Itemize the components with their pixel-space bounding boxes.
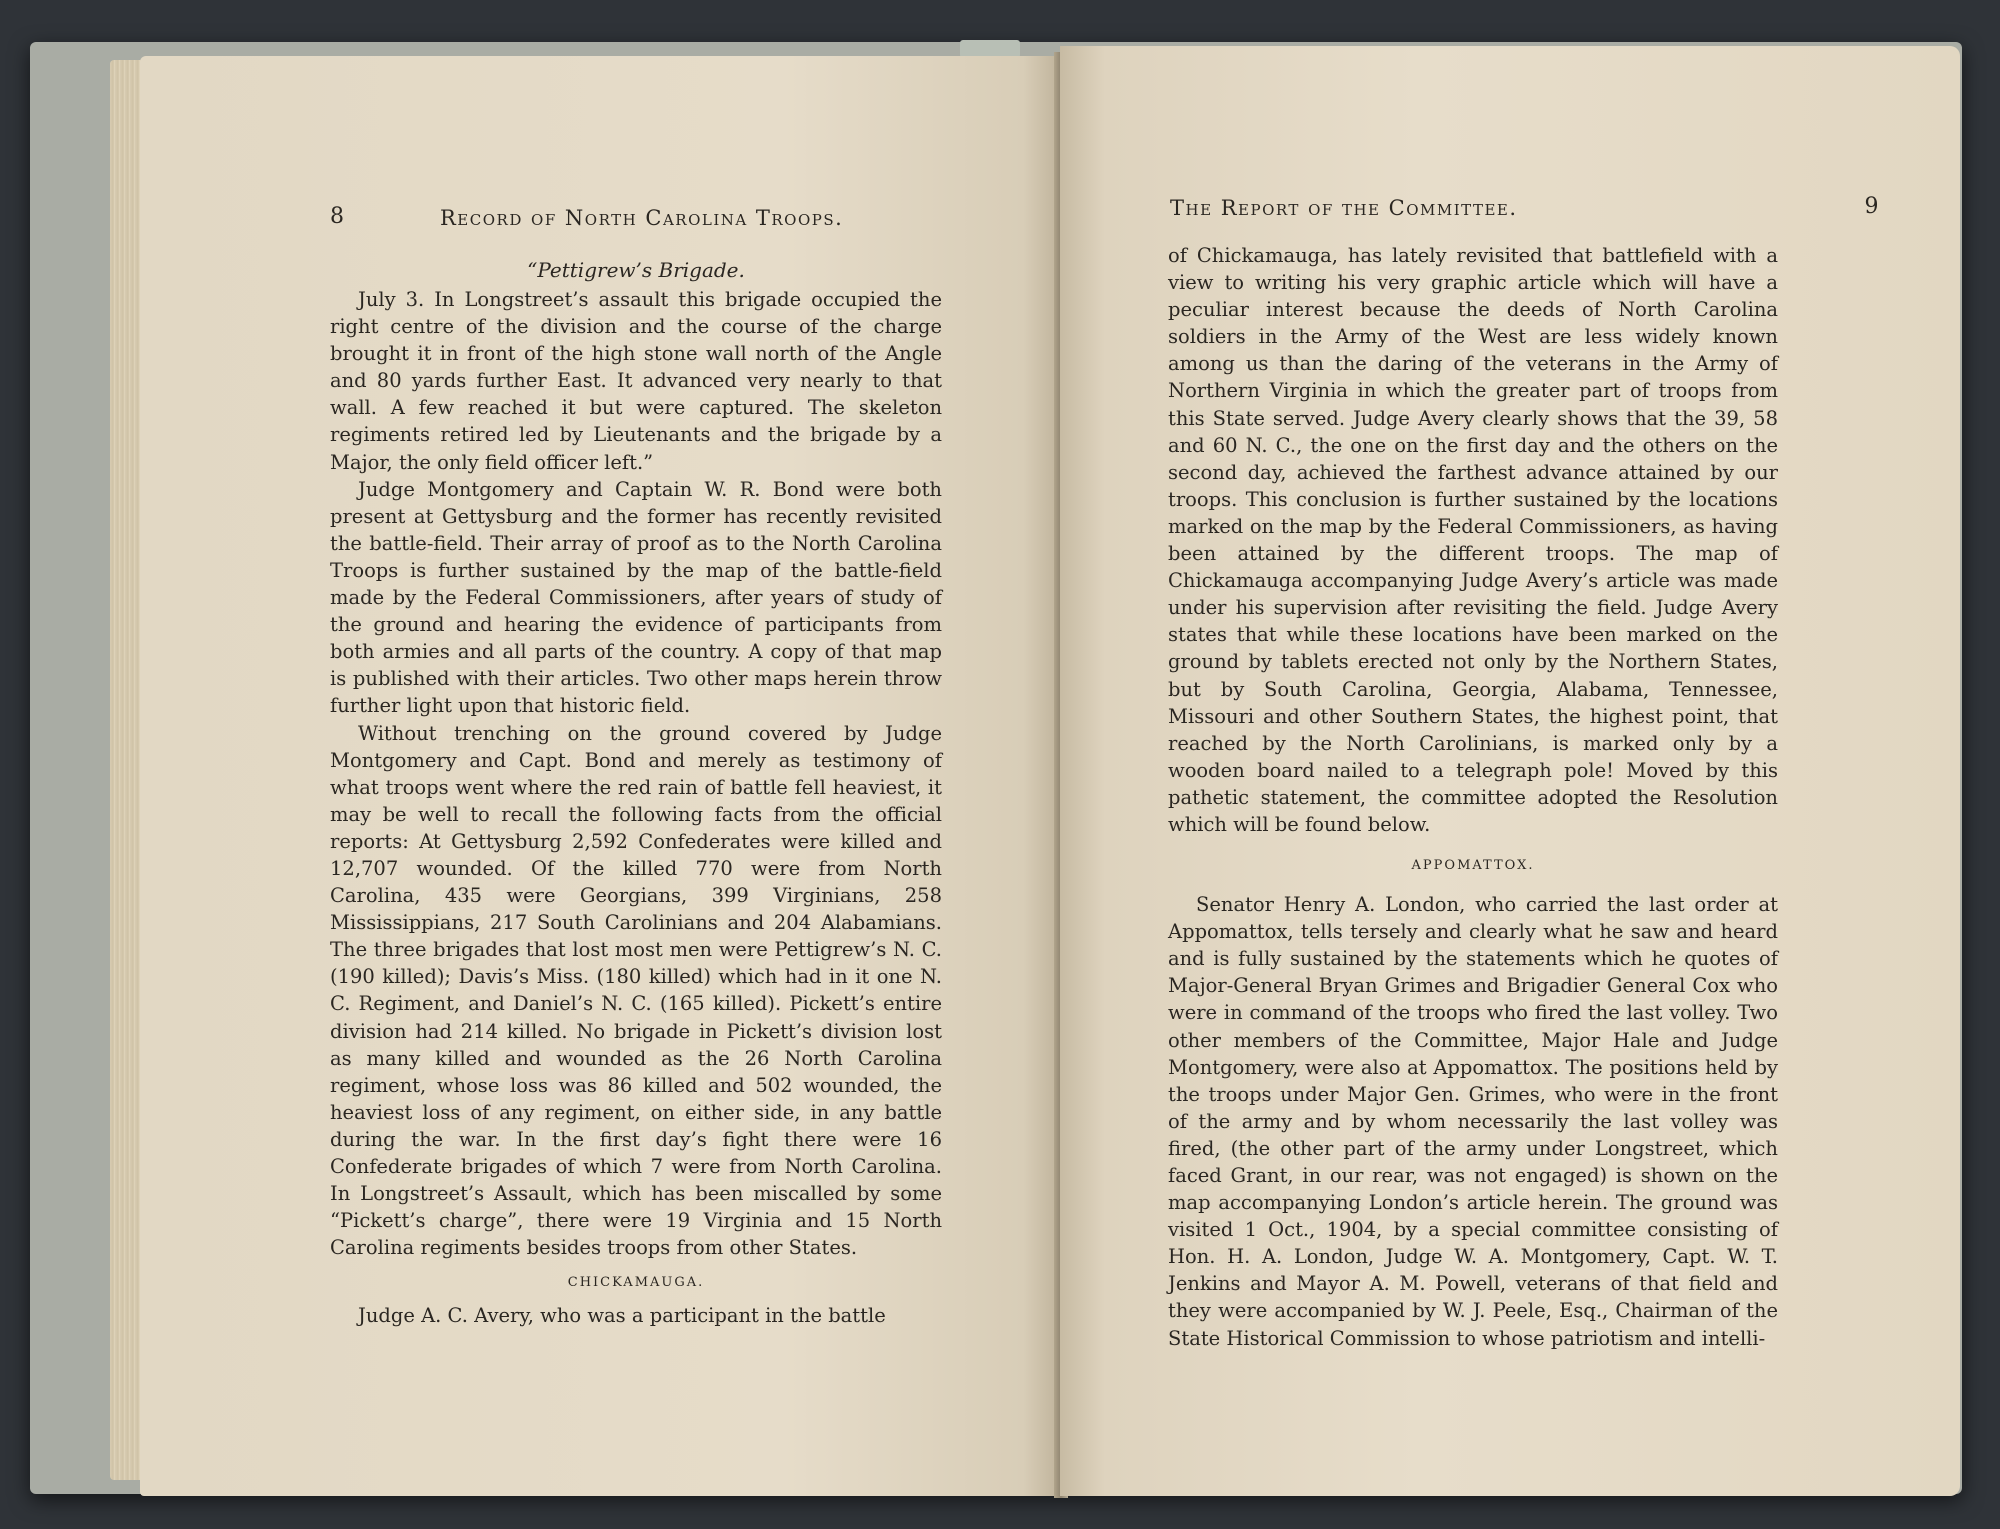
paragraph: July 3. In Longstreet’s assault this brigade occupied the right centre of the division and the course of the charge brought it in front of the high stone wall north of the Angle and 80 yards further East. It advanced very nearly to that wall. A few reached it but were captured. The skeleton regiments retired led by Lieutenants and the brigade by a Major, the only field officer left.”	[330, 288, 942, 474]
left-running-head	[330, 204, 930, 234]
paragraph: of Chickamauga, has lately revisited that battlefield with a view to writing his very graphic article which will have a peculiar interest because the deeds of North Carolina soldiers in the Army of the West are less widely known among us than the daring of the veterans in the Army of Northern Virginia in which the greater part of troops from this State served. Judge Avery clearly shows that the 39, 58 and 60 N. C., the one on the first day and the others on the second day, achieved the farthest advance attained by our troops. This conclusion is further sustained by the locations marked on the map by the Federal Commissioners, as having been attained by the different troops. The map of Chickamauga accompanying Judge Avery’s article was made under his supervision after revisiting the field. Judge Avery states that while these locations have been marked on the ground by tablets erected not only by the Northern States, but by South Carolina, Georgia, Alabama, Tennessee, Missouri and other Southern States, the highest point, that reached by the North Carolinians, is marked only by a wooden board nailed to a telegraph pole! Moved by this pathetic statement, the committee adopted the Resolution which will be found below.	[1168, 244, 1778, 836]
right-running-title: The Report of the Committee.	[1170, 196, 1518, 220]
paragraph: Senator Henry A. London, who carried the last order at Appomattox, tells tersely and clearly what he saw and heard and is fully sustained by the statements which he quotes of Major-General Bryan Grimes and Brigadier General Cox who were in command of the troops who fired the last volley. Two other members of the Committee, Major Hale and Judge Montgomery, were also at Appomattox. The positions held by the troops under Major Gen. Grimes, who were in the front of the army and by whom necessarily the last volley was fired, (the other part of the army under Longstreet, which faced Grant, in our rear, was not engaged) is shown on the map accompanying London’s article herein. The ground was visited 1 Oct., 1904, by a special committee consisting of Hon. H. A. London, Judge W. A. Montgomery, Capt. W. T. Jenkins and Mayor A. M. Powell, veterans of that field and they were accompanied by W. J. Peele, Esq., Chairman of the State Historical Commission to whose patriotism and intelli-	[1168, 893, 1778, 1350]
paragraph: Judge Montgomery and Captain W. R. Bond were both present at Gettysburg and the former has recently revisited the battle-field. Their array of proof as to the North Carolina Troops is further sustained by the map of the battle-field made by the Federal Commissioners, after years of study of the ground and hearing the evidence of participants from both armies and all parts of the country. A copy of that map is published with their articles. Two other maps herein throw further light upon that historic field.	[330, 477, 942, 718]
paragraph: Without trenching on the ground covered by Judge Montgomery and Capt. Bond and merely as testimony of what troops went where the red rain of battle fell heaviest, it may be well to recall the following facts from the official reports: At Gettysburg 2,592 Confederates were killed and 12,707 wounded. Of the killed 770 were from North Carolina, 435 were Georgians, 399 Virginians, 258 Mississippians, 217 South Carolinians and 204 Alabamians. The three brigades that lost most men were Pettigrew’s N. C. (190 killed); Davis’s Miss. (180 killed) which had in it one N. C. Regiment, and Daniel’s N. C. (165 killed). Pickett’s entire division had 214 killed. No brigade in Pickett’s division lost as many killed and wounded as the 26 North Carolina regiment, whose loss was 86 killed and 502 wounded, the heaviest loss of any regiment, on either side, in any battle during the war. In the first day’s fight there were 16 Confederate brigades of which 7 were from North Carolina. In Longstreet’s Assault, which has been miscalled by some “Pickett’s charge”, there were 19 Virginia and 15 North Carolina regiments besides troops from other States.	[330, 721, 942, 1260]
appomattox-heading: APPOMATTOX.	[1411, 858, 1535, 874]
left-page-number: 8	[330, 204, 346, 229]
right-page-body	[1168, 242, 1778, 1352]
chickamauga-heading: CHICKAMAUGA.	[567, 1275, 705, 1291]
pettigrew-subheading: “Pettigrew’s Brigade.	[527, 258, 745, 282]
right-page	[1060, 46, 1960, 1496]
paragraph: Judge A. C. Avery, who was a participant in the battle	[358, 1304, 886, 1328]
left-page-body	[330, 256, 942, 1329]
left-page	[140, 56, 1060, 1496]
left-running-title: Record of North Carolina Troops.	[440, 206, 844, 230]
right-running-head	[1170, 194, 1880, 224]
right-page-number: 9	[1864, 194, 1880, 219]
